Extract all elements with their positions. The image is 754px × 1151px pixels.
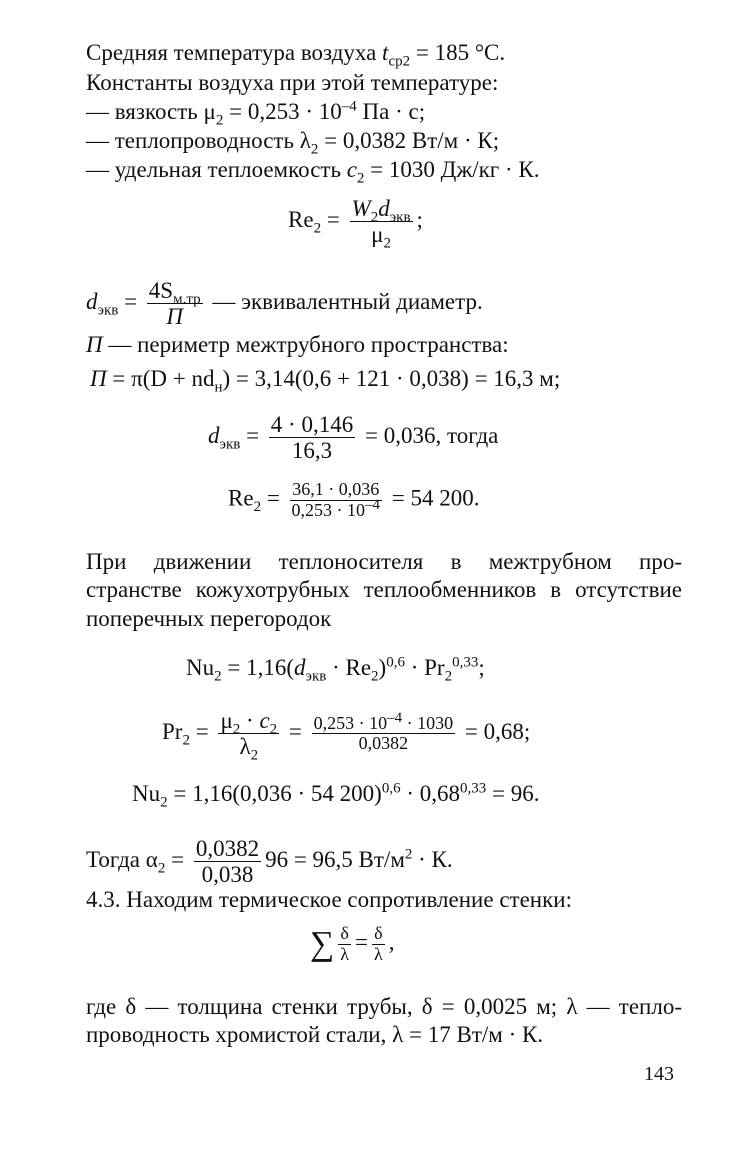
wall-resistance-formula: ∑ $\frac{\delta}{\lambda}$ = $\frac{\delta}{\lambda}$ , bbox=[310, 923, 395, 964]
text: Nu bbox=[186, 655, 215, 680]
heat-capacity-line: — удельная теплоемкость $c_2 = 1030$ Дж/кг · К. bbox=[86, 157, 540, 187]
text: · К. bbox=[412, 847, 453, 873]
alpha-fraction bbox=[194, 836, 261, 888]
equivalent-diameter-definition: $d_{экв}$ = $\frac{4S_{м.тр}}{П}$ — эквивалентный диаметр. bbox=[86, 278, 483, 330]
reynolds-calc-fraction: $\frac{36,1 \cdot 0,036}{0,253 \cdot 10^{-4}}$ bbox=[291, 479, 381, 520]
paragraph-line-2: странстве кожухотрубных теплообменников в отсутствие bbox=[86, 577, 682, 602]
text: = 0,68; bbox=[459, 719, 531, 745]
perimeter-description: П — периметр межтрубного пространства: bbox=[86, 332, 509, 357]
reynolds-calculation: $Re_2$ = $\frac{36,1 \cdot 0,036}{0,253 \cdot 10^{-4}}$ = 54 200. bbox=[228, 479, 480, 520]
text: — удельная теплоемкость bbox=[86, 157, 347, 182]
prandtl-numeric-fraction: $\frac{0,253 \cdot 10^{-4} \cdot 1030}{0,0382}$ bbox=[313, 709, 454, 754]
paragraph-line-1: При движении теплоносителя в межтрубном про- bbox=[86, 549, 682, 574]
delta-lambda-fraction-2 bbox=[372, 924, 385, 965]
viscosity-line: — вязкость $\mu_2 = 0,253 \cdot 10^{-4}$ Па · с; bbox=[86, 98, 426, 129]
text: 4 · 0,146 bbox=[270, 412, 354, 437]
text: = 54 200. bbox=[386, 485, 480, 511]
nusselt-formula: $Nu_2 = 1,16(d_{экв} \cdot Re_2)^{0,6} \cdot Pr_2^{0,33}$; bbox=[186, 654, 485, 685]
paragraph-line-3: поперечных перегородок bbox=[86, 606, 332, 631]
text: 0,038 bbox=[194, 861, 261, 887]
text: = 1,16(0,036 · 54 200) bbox=[167, 781, 382, 806]
perimeter-calculation: $П = \pi(D + nd_н) = 3,14(0,6 + 121 \cdot 0,038) = 16,3$ м; bbox=[90, 366, 561, 396]
text: δ bbox=[340, 923, 349, 943]
text: = 0,253 · 10 bbox=[223, 99, 342, 124]
prandtl-formula: $Pr_2$ = $\frac{\mu_2 \cdot c_2}{\lambda_2}$ = $\frac{0,253 \cdot 10^{-4} \cdot 1030}{0,0382}$ = 0,68; bbox=[162, 708, 531, 764]
text: · 0,68 bbox=[400, 781, 460, 806]
text: — вязкость μ bbox=[86, 99, 216, 124]
text: = 1030 Дж/кг · К. bbox=[364, 157, 540, 182]
nusselt-calculation: $Nu_2 = 1,16(0,036 \cdot 54$ $200)^{0,6} \cdot 0,68^{0,33} = 96$. bbox=[132, 780, 540, 811]
delta-lambda-fraction-1 bbox=[338, 924, 351, 965]
text: 0,0382 bbox=[195, 836, 260, 861]
text: 0,253 · 10 bbox=[291, 499, 366, 520]
text: = 96. bbox=[486, 781, 540, 806]
text: 0,0382 bbox=[312, 733, 456, 754]
text: Тогда α bbox=[86, 847, 158, 873]
last-paragraph-line-2: проводность хромистой стали, λ = 17 Вт/м · К. bbox=[86, 1022, 544, 1047]
text: = 0,0382 Вт/м · К; bbox=[318, 128, 500, 153]
dekv-calc-fraction bbox=[269, 412, 355, 464]
dekv-fraction: $\frac{4S_{м.тр}}{П}$ bbox=[148, 278, 201, 330]
text: = 0,036, тогда bbox=[359, 423, 499, 449]
text: W bbox=[351, 196, 371, 221]
text: — периметр межтрубного пространства: bbox=[102, 332, 509, 357]
sigma-sign: ∑ bbox=[310, 925, 335, 963]
text: 4S bbox=[148, 278, 174, 303]
avg-air-temp-line: Средняя температура воздуха $t_{ср2} = 185$ °С. bbox=[86, 40, 506, 70]
text: μ bbox=[220, 708, 233, 733]
air-constants-heading: Константы воздуха при этой температуре: bbox=[86, 70, 499, 95]
text: Па · с; bbox=[356, 99, 426, 124]
text: μ bbox=[371, 222, 384, 248]
text: 36,1 · 0,036 bbox=[292, 479, 380, 499]
text: δ bbox=[374, 923, 383, 943]
text: — эквивалентный диаметр. bbox=[206, 289, 483, 315]
text: 16,3 bbox=[269, 437, 355, 463]
text: · 1030 bbox=[402, 712, 454, 733]
text: 96 = 96,5 Вт/м bbox=[265, 847, 405, 873]
section-4-3-heading: 4.3. Находим термическое сопротивление стенки: bbox=[86, 887, 572, 912]
conductivity-line: — теплопроводность $\lambda_2 = 0,0382$ Вт/м · К; bbox=[86, 128, 500, 158]
last-paragraph-line-1: где δ — толщина стенки трубы, δ = 0,0025 м; λ — тепло- bbox=[86, 994, 682, 1019]
page-number: 143 bbox=[644, 1063, 674, 1085]
text: = π(D + nd bbox=[106, 366, 215, 391]
text: = 185 °С. bbox=[410, 40, 506, 65]
text: λ bbox=[239, 734, 251, 760]
text: 0,253 · 10 bbox=[313, 712, 388, 733]
text: ) = 3,14(0,6 + 121 · 0,038) = 16,3 м; bbox=[222, 366, 561, 391]
text: λ bbox=[373, 943, 383, 964]
alpha-calculation: Тогда $\alpha_2$ = $\frac{0,0382}{0,038}$ 96 = 96,5 $Вт/м^2 \cdot К$. bbox=[86, 836, 453, 888]
reynolds-fraction: $\frac{W_2d_{экв}}{\mu_2}$ bbox=[351, 196, 411, 252]
dekv-calculation: $d_{экв}$ = $\frac{4 \cdot 0,146}{16,3}$ = 0,036, тогда bbox=[208, 412, 499, 464]
text: Средняя температура воздуха bbox=[86, 40, 383, 65]
reynolds-formula: $Re_2$ = $\frac{W_2d_{экв}}{\mu_2}$ ; bbox=[288, 196, 423, 252]
text: — теплопроводность λ bbox=[86, 128, 311, 153]
text: λ bbox=[340, 943, 349, 964]
prandtl-symbolic-fraction: $\frac{\mu_2 \cdot c_2}{\lambda_2}$ bbox=[220, 708, 278, 764]
text: П bbox=[166, 304, 183, 330]
